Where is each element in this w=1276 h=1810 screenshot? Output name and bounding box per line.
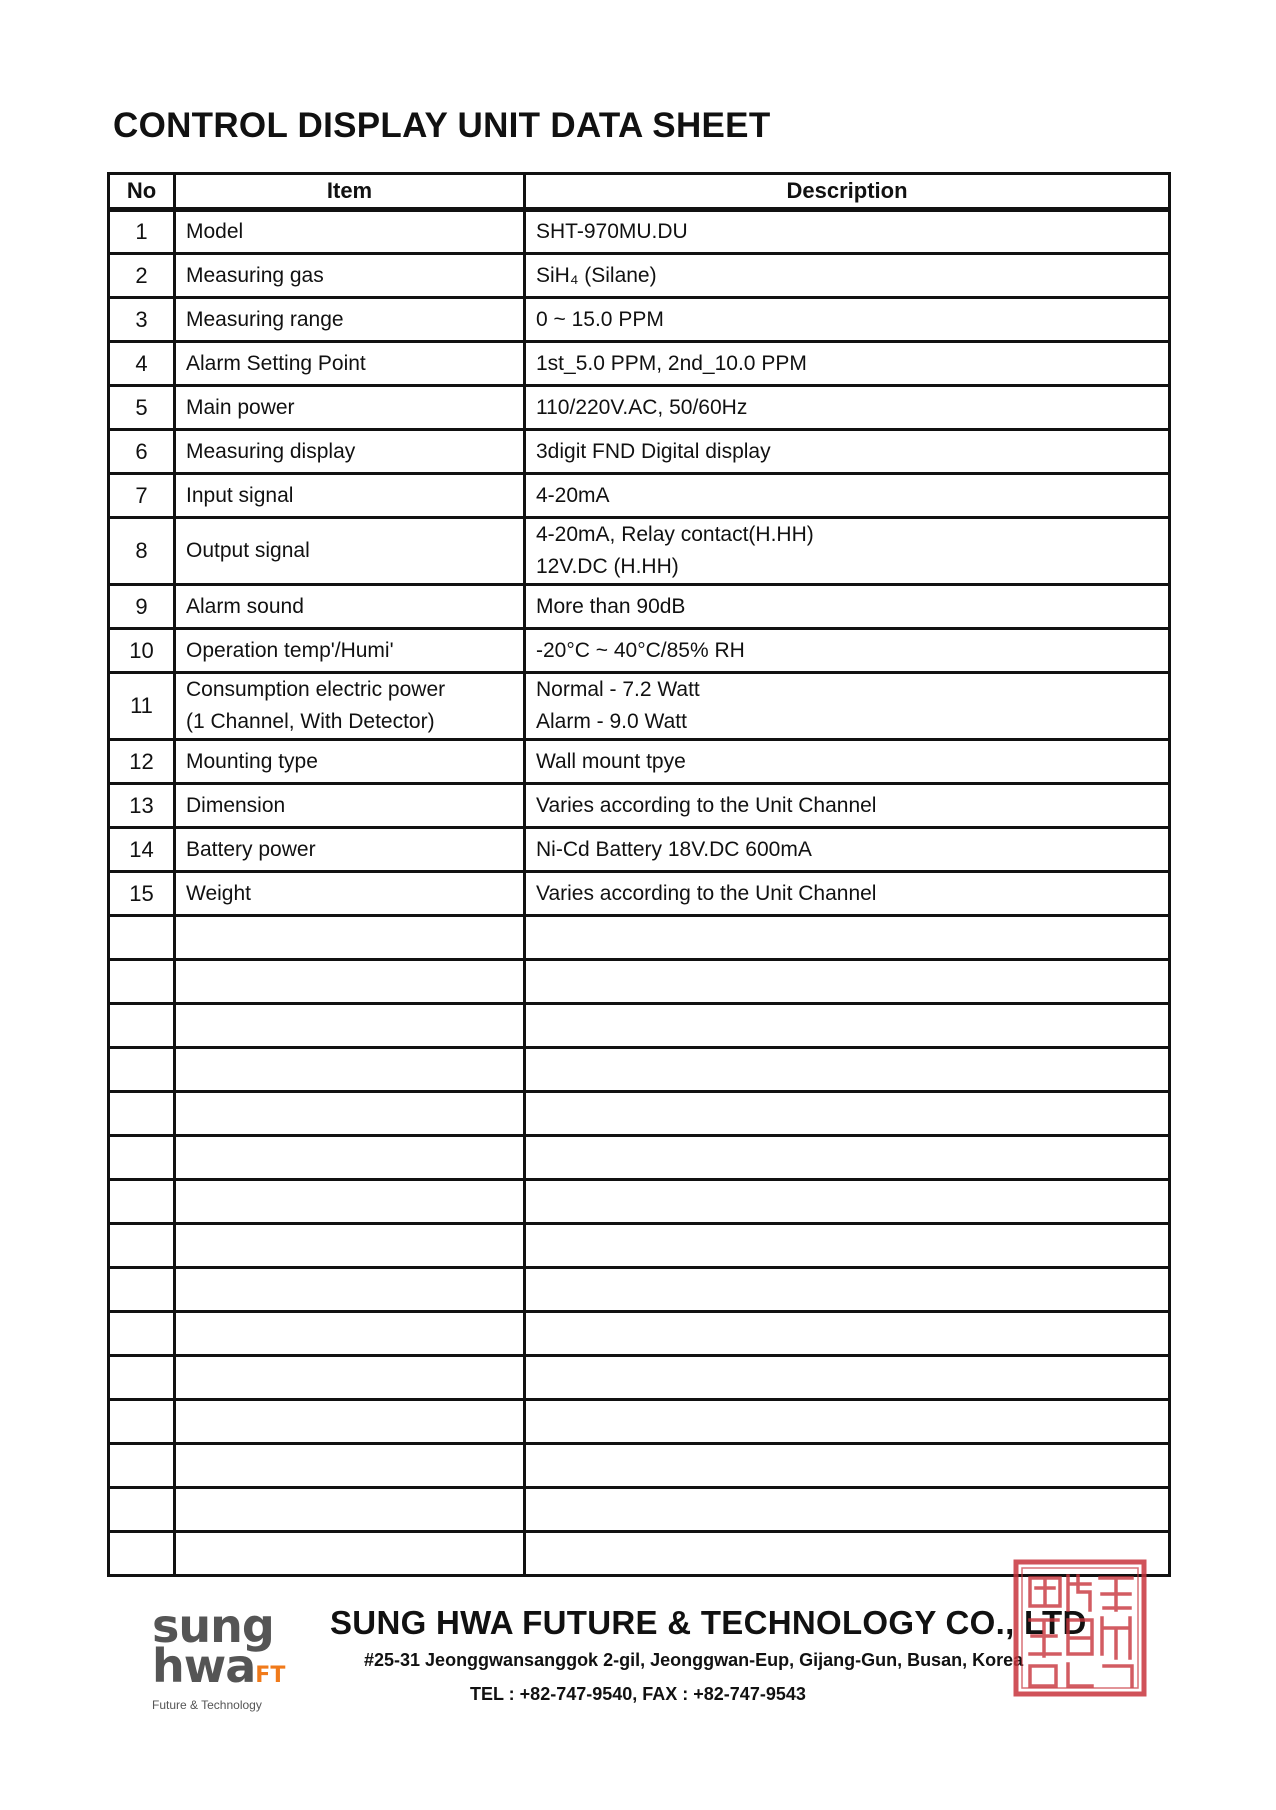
description-text: 4-20mA xyxy=(536,483,610,507)
table-row xyxy=(109,784,1170,828)
header-no: No xyxy=(109,174,175,210)
cell-item xyxy=(175,254,525,298)
cell-description xyxy=(525,740,1170,784)
description-text: 110/220V.AC, 50/60Hz xyxy=(536,395,748,419)
cell-description xyxy=(525,342,1170,386)
logo-word-sung: sung xyxy=(152,1599,274,1653)
cell-no: 5 xyxy=(109,386,175,430)
empty-cell xyxy=(109,1224,175,1268)
empty-cell xyxy=(525,1488,1170,1532)
cell-no: 3 xyxy=(109,298,175,342)
empty-cell xyxy=(525,1136,1170,1180)
item-text: Weight xyxy=(186,881,251,905)
empty-cell xyxy=(109,1400,175,1444)
empty-cell xyxy=(109,1004,175,1048)
empty-cell xyxy=(109,1136,175,1180)
item-text: Main power xyxy=(186,395,295,419)
cell-no: 7 xyxy=(109,474,175,518)
empty-table-row xyxy=(109,1224,1170,1268)
cell-no: 10 xyxy=(109,629,175,673)
empty-cell xyxy=(175,1048,525,1092)
cell-no: 2 xyxy=(109,254,175,298)
cell-description xyxy=(525,298,1170,342)
table-row xyxy=(109,740,1170,784)
description-text-line-2: Alarm - 9.0 Watt xyxy=(536,710,687,733)
description-text: -20°C ~ 40°C/85% RH xyxy=(536,638,745,662)
table-row xyxy=(109,474,1170,518)
empty-cell xyxy=(175,1224,525,1268)
empty-cell xyxy=(109,1180,175,1224)
cell-item xyxy=(175,474,525,518)
table-row xyxy=(109,518,1170,585)
cell-description xyxy=(525,210,1170,254)
empty-cell xyxy=(525,1400,1170,1444)
empty-cell xyxy=(525,1004,1170,1048)
description-text: 3digit FND Digital display xyxy=(536,439,771,463)
item-text: Model xyxy=(186,220,244,243)
cell-description xyxy=(525,629,1170,673)
empty-cell xyxy=(175,1004,525,1048)
table-row xyxy=(109,673,1170,740)
footer xyxy=(0,1590,1276,1750)
description-text: Varies according to the Unit Channel xyxy=(536,881,877,905)
cell-description xyxy=(525,474,1170,518)
table-row xyxy=(109,430,1170,474)
item-text: Measuring range xyxy=(186,307,344,331)
item-text: Measuring display xyxy=(186,439,356,463)
empty-cell xyxy=(109,1532,175,1576)
table-body xyxy=(109,210,1170,1576)
page-title: CONTROL DISPLAY UNIT DATA SHEET xyxy=(113,106,771,145)
company-contact: TEL : +82-747-9540, FAX : +82-747-9543 xyxy=(470,1684,806,1704)
empty-cell xyxy=(109,1488,175,1532)
empty-cell xyxy=(109,1444,175,1488)
empty-cell xyxy=(109,1312,175,1356)
empty-cell xyxy=(525,1356,1170,1400)
empty-table-row xyxy=(109,1092,1170,1136)
description-text-line-2: 12V.DC (H.HH) xyxy=(536,555,679,578)
cell-item xyxy=(175,872,525,916)
company-logo xyxy=(152,1599,322,1712)
cell-no: 14 xyxy=(109,828,175,872)
table-row xyxy=(109,585,1170,629)
cell-item xyxy=(175,673,525,740)
cell-no: 12 xyxy=(109,740,175,784)
description-text: Wall mount tpye xyxy=(536,749,686,773)
cell-item xyxy=(175,629,525,673)
company-seal-stamp-icon xyxy=(1012,1558,1148,1698)
empty-table-row xyxy=(109,1180,1170,1224)
table-row xyxy=(109,872,1170,916)
description-text: Varies according to the Unit Channel xyxy=(536,793,877,817)
cell-description xyxy=(525,673,1170,740)
item-text: Consumption electric power xyxy=(186,678,446,701)
empty-cell xyxy=(109,960,175,1004)
empty-cell xyxy=(109,1268,175,1312)
empty-table-row xyxy=(109,1136,1170,1180)
empty-table-row xyxy=(109,1268,1170,1312)
empty-cell xyxy=(175,1356,525,1400)
cell-description xyxy=(525,254,1170,298)
cell-item xyxy=(175,784,525,828)
empty-cell xyxy=(525,1268,1170,1312)
empty-cell xyxy=(525,1180,1170,1224)
empty-cell xyxy=(109,916,175,960)
item-text: Mounting type xyxy=(186,749,318,773)
cell-no: 9 xyxy=(109,585,175,629)
description-text: Normal - 7.2 Watt xyxy=(536,678,700,701)
table-header-row xyxy=(109,174,1170,210)
item-text: Alarm sound xyxy=(186,594,304,618)
cell-item xyxy=(175,342,525,386)
logo-word-hwa-text: hwa xyxy=(152,1639,256,1693)
empty-table-row xyxy=(109,1400,1170,1444)
empty-cell xyxy=(109,1092,175,1136)
table-row xyxy=(109,210,1170,254)
empty-cell xyxy=(525,1092,1170,1136)
empty-cell xyxy=(525,916,1170,960)
empty-table-row xyxy=(109,916,1170,960)
item-text: Output signal xyxy=(186,539,310,562)
empty-cell xyxy=(175,1312,525,1356)
empty-cell xyxy=(525,960,1170,1004)
cell-item xyxy=(175,386,525,430)
empty-cell xyxy=(525,1312,1170,1356)
cell-description xyxy=(525,784,1170,828)
item-text-line-2: (1 Channel, With Detector) xyxy=(186,710,435,733)
logo-tagline: Future & Technology xyxy=(152,1698,262,1712)
empty-table-row xyxy=(109,1444,1170,1488)
table-row xyxy=(109,386,1170,430)
empty-cell xyxy=(175,960,525,1004)
header-item: Item xyxy=(175,174,525,210)
description-text: SiH₄ (Silane) xyxy=(536,263,657,287)
description-text: 4-20mA, Relay contact(H.HH) xyxy=(536,523,814,546)
cell-no: 15 xyxy=(109,872,175,916)
empty-cell xyxy=(175,916,525,960)
table-row xyxy=(109,254,1170,298)
logo-ft: FT xyxy=(255,1663,286,1688)
empty-cell xyxy=(175,1400,525,1444)
empty-cell xyxy=(175,1268,525,1312)
empty-table-row xyxy=(109,1004,1170,1048)
item-text: Input signal xyxy=(186,483,294,507)
item-text: Alarm Setting Point xyxy=(186,351,366,375)
empty-cell xyxy=(175,1532,525,1576)
cell-item xyxy=(175,430,525,474)
empty-cell xyxy=(175,1180,525,1224)
cell-no: 8 xyxy=(109,518,175,585)
company-name: SUNG HWA FUTURE & TECHNOLOGY CO., LTD xyxy=(330,1604,1087,1641)
data-sheet-table xyxy=(107,172,1171,1577)
cell-description xyxy=(525,872,1170,916)
empty-cell xyxy=(175,1092,525,1136)
cell-description xyxy=(525,828,1170,872)
empty-table-row xyxy=(109,1048,1170,1092)
logo-word-hwa xyxy=(152,1639,322,1696)
empty-table-row xyxy=(109,960,1170,1004)
empty-table-row xyxy=(109,1488,1170,1532)
table-row xyxy=(109,342,1170,386)
description-text: 1st_5.0 PPM, 2nd_10.0 PPM xyxy=(536,351,807,375)
cell-description xyxy=(525,386,1170,430)
description-text: 0 ~ 15.0 PPM xyxy=(536,307,664,331)
cell-description xyxy=(525,430,1170,474)
description-text: SHT-970MU.DU xyxy=(536,220,688,243)
item-text: Measuring gas xyxy=(186,263,324,287)
table-row xyxy=(109,828,1170,872)
cell-item xyxy=(175,298,525,342)
cell-no: 6 xyxy=(109,430,175,474)
company-address: #25-31 Jeonggwansanggok 2-gil, Jeonggwan-Eup, Gijang-Gun, Busan, Korea xyxy=(364,1650,1024,1670)
empty-cell xyxy=(525,1048,1170,1092)
cell-no: 11 xyxy=(109,673,175,740)
item-text: Operation temp'/Humi' xyxy=(186,638,394,662)
cell-no: 1 xyxy=(109,210,175,254)
empty-cell xyxy=(525,1444,1170,1488)
cell-no: 13 xyxy=(109,784,175,828)
empty-cell xyxy=(109,1356,175,1400)
empty-cell xyxy=(109,1048,175,1092)
table-row xyxy=(109,629,1170,673)
cell-no: 4 xyxy=(109,342,175,386)
cell-item xyxy=(175,585,525,629)
empty-cell xyxy=(525,1224,1170,1268)
cell-item xyxy=(175,210,525,254)
cell-description xyxy=(525,585,1170,629)
empty-table-row xyxy=(109,1532,1170,1576)
empty-cell xyxy=(175,1488,525,1532)
empty-cell xyxy=(175,1136,525,1180)
empty-table-row xyxy=(109,1312,1170,1356)
cell-item xyxy=(175,518,525,585)
item-text: Battery power xyxy=(186,837,316,861)
item-text: Dimension xyxy=(186,793,286,817)
header-description: Description xyxy=(525,174,1170,210)
description-text: Ni-Cd Battery 18V.DC 600mA xyxy=(536,837,812,861)
empty-cell xyxy=(175,1444,525,1488)
empty-table-row xyxy=(109,1356,1170,1400)
cell-description xyxy=(525,518,1170,585)
table-row xyxy=(109,298,1170,342)
cell-item xyxy=(175,740,525,784)
cell-item xyxy=(175,828,525,872)
description-text: More than 90dB xyxy=(536,594,686,618)
